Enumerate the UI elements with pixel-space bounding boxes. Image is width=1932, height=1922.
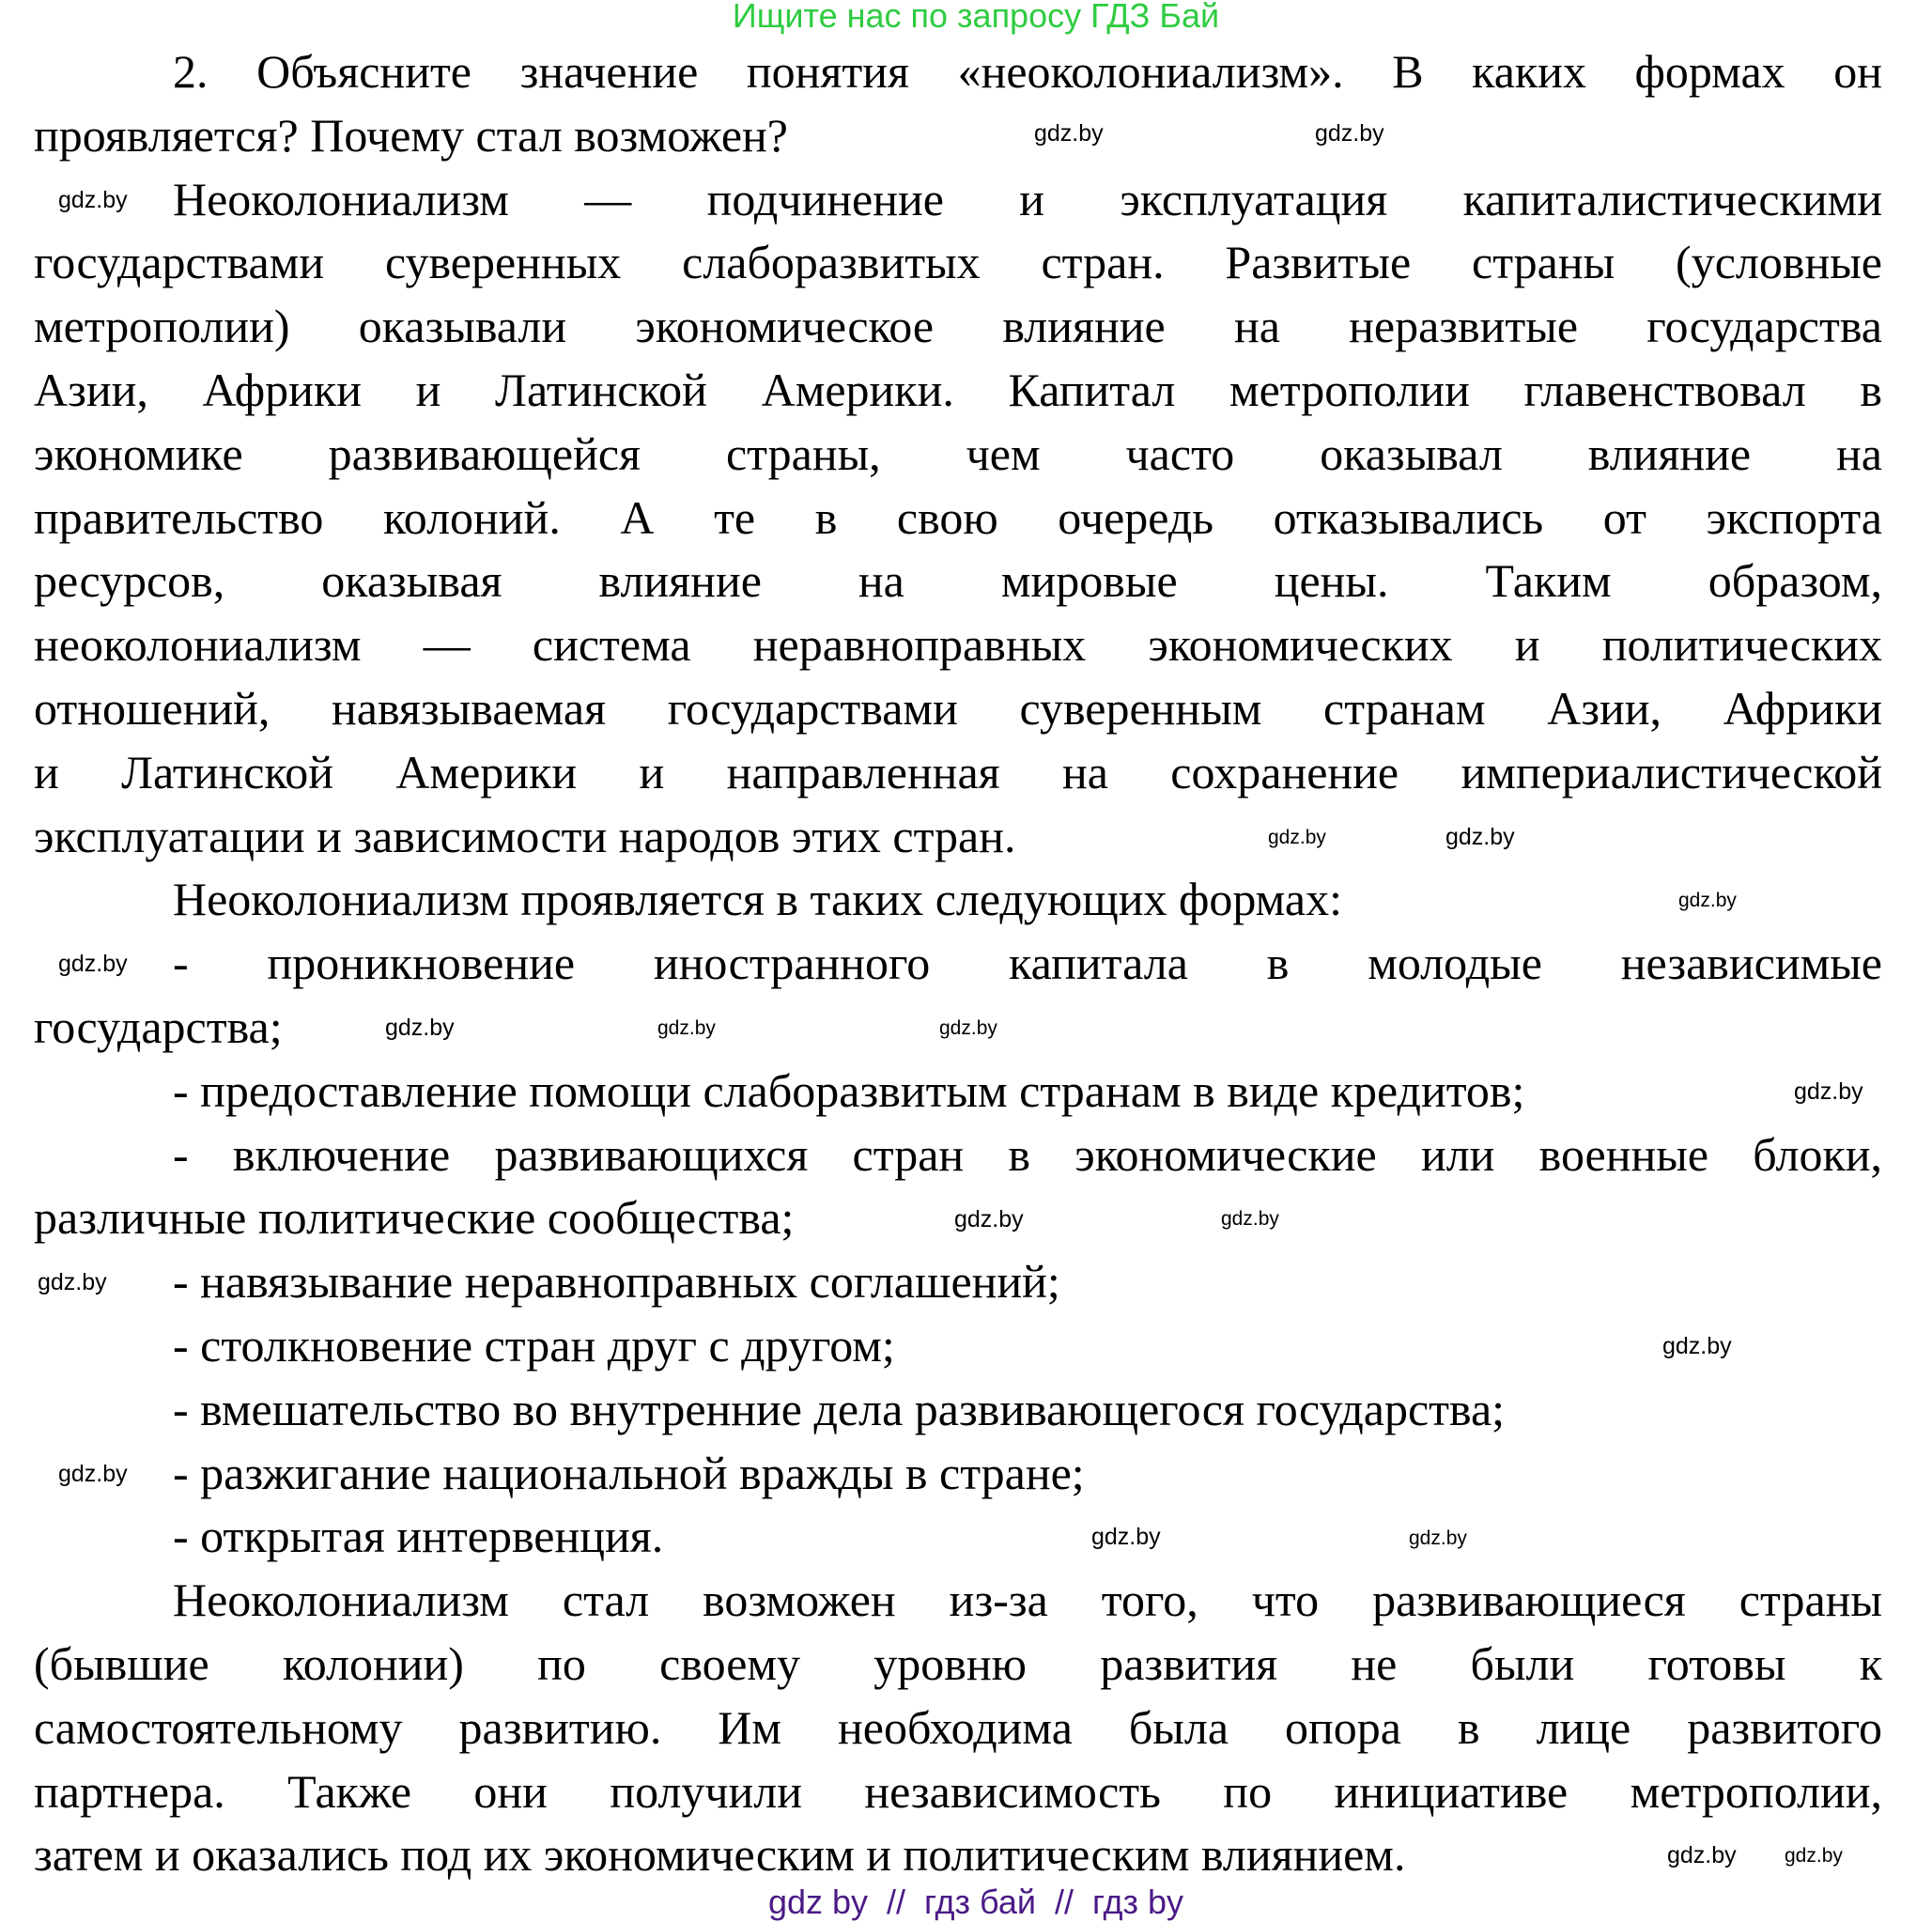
watermark: gdz.by [58, 1461, 128, 1487]
watermark: gdz.by [1091, 1524, 1161, 1550]
text-line: - вмешательство во внутренние дела развивающегося государства; [173, 1382, 1506, 1435]
watermark: gdz.by [38, 1269, 107, 1295]
text-line: - разжигание национальной вражды в стране; [173, 1446, 1085, 1499]
text-line: затем и оказались под их экономическим и политическим влиянием. [34, 1828, 1406, 1882]
watermark: gdz.by [58, 187, 128, 213]
text-line: партнера. Также они получили независимость по инициативе метрополии, [34, 1764, 1882, 1818]
search-hint-banner: Ищите нас по запросу ГДЗ Бай [732, 0, 1220, 35]
text-line: отношений, навязываемая государствами суверенным странам Азии, Африки [34, 681, 1882, 735]
watermark: gdz.by [1785, 1845, 1843, 1867]
text-line: неоколониализм — система неравноправных экономических и политических [34, 618, 1882, 672]
watermark: gdz.by [58, 951, 128, 977]
text-line: - навязывание неравноправных соглашений; [173, 1255, 1060, 1309]
watermark: gdz.by [385, 1015, 455, 1041]
text-line: самостоятельному развитию. Им необходима была опора в лице развитого [34, 1700, 1882, 1754]
text-line: Неоколониализм проявляется в таких следующих формах: [173, 873, 1342, 926]
watermark: gdz.by [954, 1206, 1024, 1232]
watermark: gdz.by [1315, 120, 1384, 147]
text-line: и Латинской Америки и направленная на сохранение империалистической [34, 745, 1882, 798]
text-line: - проникновение иностранного капитала в молодые независимые [173, 937, 1882, 990]
watermark: gdz.by [1445, 824, 1515, 850]
text-line: - открытая интервенция. [173, 1510, 664, 1563]
text-line: правительство колоний. А те в свою очередь отказывались от экспорта [34, 490, 1882, 544]
watermark: gdz.by [1794, 1078, 1863, 1105]
text-line: проявляется? Почему стал возможен? [34, 108, 789, 162]
text-line: ресурсов, оказывая влияние на мировые цены. Таким образом, [34, 554, 1882, 608]
text-line: (бывшие колонии) по своему уровню развития не были готовы к [34, 1636, 1882, 1690]
watermark: gdz.by [939, 1017, 997, 1039]
text-line: 2. Объясните значение понятия «неоколониализм». В каких формах он [173, 45, 1882, 98]
text-line: государства; [34, 1000, 283, 1053]
watermark: gdz.by [1221, 1208, 1279, 1230]
text-line: - включение развивающихся стран в экономические или военные блоки, [173, 1127, 1882, 1181]
answer-text [34, 40, 1882, 1887]
watermark: gdz.by [657, 1017, 716, 1039]
text-line: различные политические сообщества; [34, 1191, 795, 1245]
watermark: gdz.by [1667, 1842, 1737, 1868]
watermark: gdz.by [1034, 120, 1104, 147]
text-line: эксплуатации и зависимости народов этих стран. [34, 809, 1016, 862]
text-line: экономике развивающейся страны, чем часто оказывал влияние на [34, 426, 1882, 480]
watermark: gdz.by [1678, 890, 1737, 911]
text-line: метрополии) оказывали экономическое влияние на неразвитые государства [34, 300, 1882, 353]
text-line: - предоставление помощи слаборазвитым странам в виде кредитов; [173, 1063, 1525, 1117]
watermark: gdz.by [1662, 1333, 1732, 1359]
text-line: Азии, Африки и Латинской Америки. Капитал метрополии главенствовал в [34, 363, 1882, 416]
text-line: - столкновение стран друг с другом; [173, 1318, 895, 1372]
watermark: gdz.by [1268, 827, 1326, 848]
text-line: государствами суверенных слаборазвитых стран. Развитые страны (условные [34, 236, 1882, 289]
text-line: Неоколониализм — подчинение и эксплуатация капиталистическими [173, 172, 1882, 225]
text-line: Неоколониализм стал возможен из-за того, что развивающиеся страны [173, 1573, 1882, 1627]
footer-links: gdz by // гдз бай // гдз by [767, 1883, 1184, 1921]
watermark: gdz.by [1409, 1527, 1467, 1549]
